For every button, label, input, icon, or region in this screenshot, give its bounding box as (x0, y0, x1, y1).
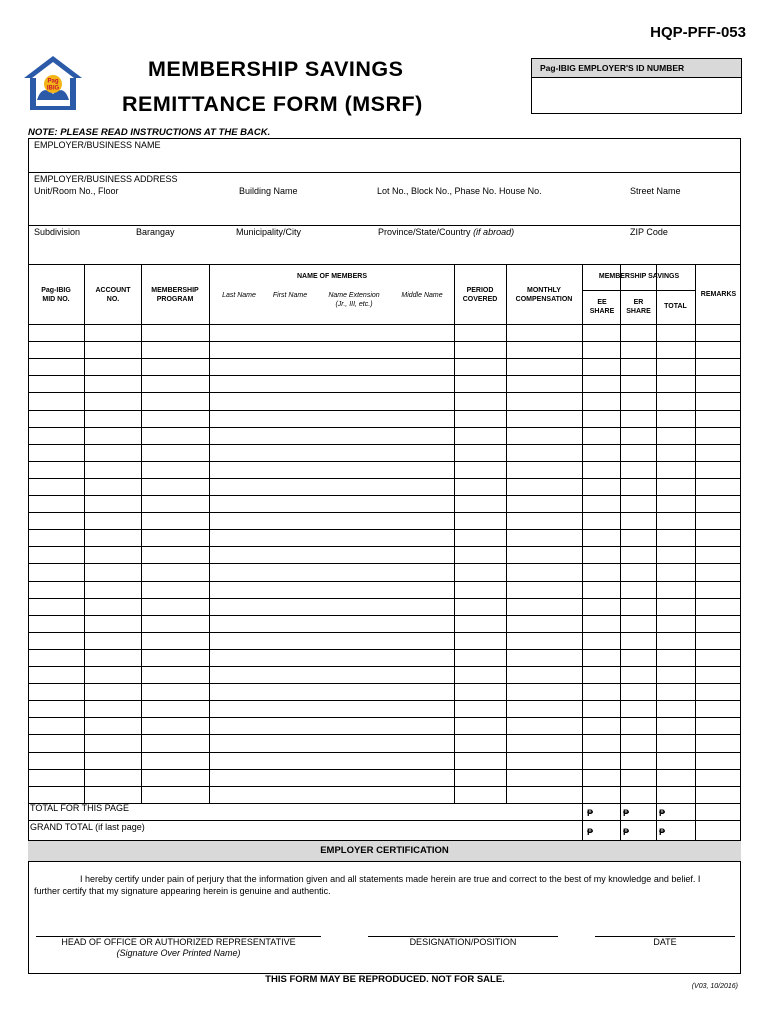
logo-text-pag: Pag (47, 78, 59, 85)
address-line2-field[interactable] (28, 238, 741, 264)
table-row[interactable] (28, 769, 741, 786)
date-label: DATE (653, 937, 677, 947)
form-title-line1: MEMBERSHIP SAVINGS (148, 57, 404, 81)
table-row[interactable] (28, 512, 741, 529)
col-name-of-members: NAME OF MEMBERS (297, 273, 367, 280)
subdivision-label: Subdivision (34, 227, 81, 237)
designation-field[interactable] (368, 920, 558, 936)
table-row[interactable] (28, 341, 741, 358)
certification-text-line1: I hereby certify under pain of perjury that the information given and all statements made herein are true and correct to the best of my knowledge and belief. I (80, 874, 701, 884)
table-row[interactable] (28, 427, 741, 444)
lot-label: Lot No., Block No., Phase No. House No. (377, 186, 542, 196)
col-account-no: ACCOUNT NO. (95, 287, 131, 303)
table-row[interactable] (28, 717, 741, 734)
table-row[interactable] (28, 478, 741, 495)
table-row[interactable] (28, 392, 741, 409)
peso-sign: ₱ (659, 808, 666, 818)
employer-name-label: EMPLOYER/BUSINESS NAME (34, 140, 161, 150)
col-last-name: Last Name (222, 292, 256, 299)
instructions-note: NOTE: PLEASE READ INSTRUCTIONS AT THE BACK. (28, 127, 271, 138)
col-total: TOTAL (664, 303, 687, 310)
form-title-line2: REMITTANCE FORM (MSRF) (122, 92, 423, 116)
pagibig-house-hands-logo-icon (22, 54, 84, 114)
table-row[interactable] (28, 529, 741, 546)
col-ee-share: EE SHARE (589, 299, 615, 315)
table-row[interactable] (28, 752, 741, 769)
table-row[interactable] (28, 410, 741, 427)
peso-sign: ₱ (587, 827, 594, 837)
date-field[interactable] (595, 920, 735, 936)
signature-field[interactable] (36, 920, 321, 936)
table-row[interactable] (28, 324, 741, 341)
employer-id-box[interactable] (531, 58, 742, 114)
unit-label: Unit/Room No., Floor (34, 186, 119, 196)
col-remarks: REMARKS (700, 291, 737, 298)
table-row[interactable] (28, 734, 741, 751)
col-mid-no: Pag-IBIG MID NO. (41, 287, 71, 303)
table-row[interactable] (28, 461, 741, 478)
certification-header: EMPLOYER CERTIFICATION (28, 840, 741, 862)
logo-text-ibig: IBIG (46, 85, 60, 92)
col-membership-savings: MEMBERSHIP SAVINGS (598, 273, 680, 280)
pagibig-logo (22, 54, 84, 114)
table-row[interactable] (28, 375, 741, 392)
peso-sign: ₱ (659, 827, 666, 837)
form-version: (V03, 10/2016) (691, 983, 738, 990)
peso-sign: ₱ (623, 808, 630, 818)
table-row[interactable] (28, 666, 741, 683)
table-row[interactable] (28, 683, 741, 700)
employer-name-field[interactable] (28, 150, 741, 172)
table-row[interactable] (28, 546, 741, 563)
signature-note: (Signature Over Printed Name) (116, 948, 241, 958)
col-monthly-compensation: MONTHLY COMPENSATION (515, 287, 573, 303)
head-of-office-label: HEAD OF OFFICE OR AUTHORIZED REPRESENTATIVE (61, 937, 296, 947)
col-period-covered: PERIOD COVERED (462, 287, 498, 303)
col-membership-program: MEMBERSHIP PROGRAM (151, 287, 199, 303)
street-label: Street Name (630, 186, 681, 196)
col-name-extension: Name Extension (Jr., III, etc.) (328, 292, 380, 308)
table-row[interactable] (28, 581, 741, 598)
employer-address-label: EMPLOYER/BUSINESS ADDRESS (34, 174, 178, 184)
municipality-label: Municipality/City (236, 227, 302, 237)
table-row[interactable] (28, 495, 741, 512)
employer-id-label: Pag-IBIG EMPLOYER'S ID NUMBER (532, 59, 741, 78)
col-first-name: First Name (272, 292, 308, 299)
designation-label: DESIGNATION/POSITION (409, 937, 517, 947)
building-label: Building Name (239, 186, 298, 196)
peso-sign: ₱ (587, 808, 594, 818)
total-page-label: TOTAL FOR THIS PAGE (30, 803, 130, 813)
table-row[interactable] (28, 615, 741, 632)
table-row[interactable] (28, 786, 741, 803)
footer-note: THIS FORM MAY BE REPRODUCED. NOT FOR SALE. (265, 974, 505, 985)
col-middle-name: Middle Name (401, 292, 443, 299)
form-code: HQP-PFF-053 (650, 24, 746, 41)
barangay-label: Barangay (136, 227, 175, 237)
table-row[interactable] (28, 563, 741, 580)
table-row[interactable] (28, 598, 741, 615)
table-row[interactable] (28, 444, 741, 461)
col-er-share: ER SHARE (626, 299, 651, 315)
table-row[interactable] (28, 358, 741, 375)
grand-total-label: GRAND TOTAL (if last page) (30, 822, 145, 832)
table-row[interactable] (28, 649, 741, 666)
certification-text-line2: further certify that my signature appearing herein is genuine and authentic. (34, 886, 331, 896)
address-line1-field[interactable] (28, 198, 741, 224)
province-label: Province/State/Country (if abroad) (378, 227, 515, 237)
zip-label: ZIP Code (630, 227, 668, 237)
table-row[interactable] (28, 632, 741, 649)
peso-sign: ₱ (623, 827, 630, 837)
table-row[interactable] (28, 700, 741, 717)
